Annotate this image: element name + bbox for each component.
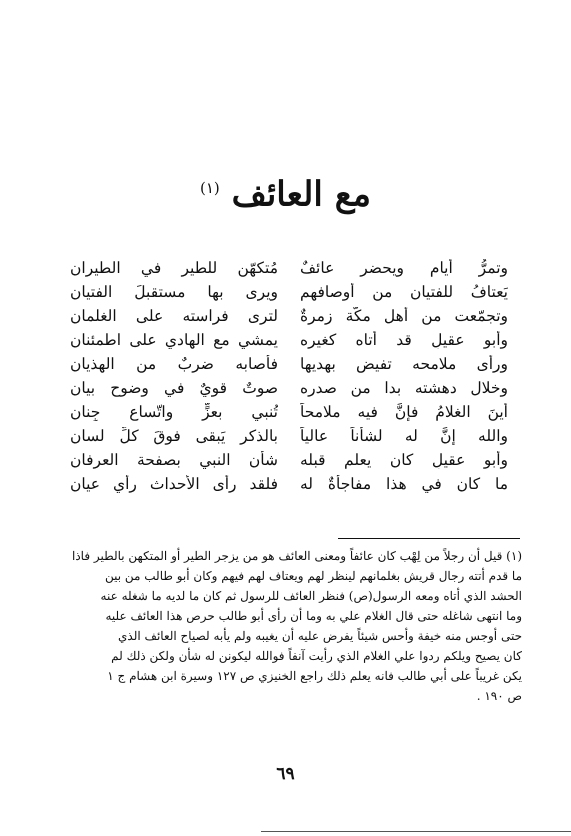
footnote-separator [338, 538, 520, 539]
footnote-line: (١) قيل أن رجلاً من لِهْب كان عائفاً ومعنى العائف هو من يزجر الطير أو المتكهن بالطير فاذا [71, 549, 522, 563]
footnote-line: يكن غريباً على أبي طالب فانه يعلم ذلك راجع الخنيزي ص ١٢٧ وسيرة ابن هشام ج ١ [107, 669, 522, 683]
page-number: ٦٩ [276, 764, 295, 784]
footnote-line: ص ١٩٠ . [476, 689, 522, 703]
verse-second-hemistich: شأن النبي بصفحة العرفان [70, 451, 278, 469]
title-footnote-marker: (١) [200, 179, 220, 197]
verse [70, 376, 508, 400]
verse-first-hemistich: يَعتافُ للفتيان من أوصافهم [300, 283, 508, 301]
poem [70, 256, 508, 496]
poem-title [0, 166, 571, 216]
verse-second-hemistich: مُتكهّن للطير في الطيران [70, 259, 278, 277]
footnote-line: حتى أوجس منه خيفة وأحس شيئاً يفرض عليه أن يغيبه ولم يأبه لصياح العائف الذي [118, 629, 522, 643]
verse [70, 424, 508, 448]
verse [70, 256, 508, 280]
verse-first-hemistich: أينَ الغلامُ فإنَّ فيه ملامحاً [300, 403, 508, 421]
footnote-line: كان يصيح ويلكم ردوا علي الغلام الذي رأيت آنفاً فوالله ليكونن له شأن ولكن ذلك لم [111, 649, 522, 663]
verse [70, 448, 508, 472]
verse-first-hemistich: وتمرُّ أيام ويحضر عائفٌ [300, 259, 508, 277]
footnote-line: الحشد الذي أتاه ومعه الرسول(ص) فنظر العائف للرسول ثم كان ما لديه ما شغله عنه [100, 589, 522, 603]
verse-second-hemistich: لترى فراسته على الغلمان [70, 307, 278, 325]
verse-second-hemistich: تُنبي بعزٍّ واتّساعِ جِنان [70, 403, 278, 421]
poem-title-text: مع العائف [231, 174, 371, 215]
verse [70, 400, 508, 424]
verse-first-hemistich: ورأى ملامحه تفيض بهديها [300, 355, 508, 373]
verse-first-hemistich: وخلال دهشته بدا من صدره [300, 379, 508, 397]
verse [70, 280, 508, 304]
verse [70, 328, 508, 352]
footnote [56, 546, 522, 706]
page-edge [261, 831, 571, 836]
verse [70, 472, 508, 496]
verse-first-hemistich: ما كان في هذا مفاجأةٌ له [300, 475, 508, 493]
verse-first-hemistich: وتجمّعت من أهل مكّة زمرةٌ [300, 307, 508, 325]
footnote-line: وما انتهى شاغله حتى قال الغلام علي به وما أن رأى أبو طالب حرص هذا العائف عليه [105, 609, 522, 623]
verse-first-hemistich: والله إنَّ له لشأناً عالياً [300, 427, 508, 445]
verse-second-hemistich: بالذكرِ يَبقى فوقَ كلِّ لسان [70, 427, 278, 445]
verse [70, 352, 508, 376]
verse-second-hemistich: صوتٌ قويٌ في وضوح بيان [70, 379, 278, 397]
footnote-line: ما قدم أتته رجال قريش بغلمانهم لينظر لهم ويعتاف لهم فيهم وكان أبو طالب من بين [104, 569, 522, 583]
verse-second-hemistich: فأصابه ضربٌ من الهذيان [70, 355, 278, 373]
verse-second-hemistich: ويرى بها مستقبلَ الفتيان [70, 283, 278, 301]
verse [70, 304, 508, 328]
verse-second-hemistich: فلقد رأى الأحداث رأي عيان [70, 475, 278, 493]
verse-first-hemistich: وأبو عقيلٍ كان يعلم قبله [300, 451, 508, 469]
verse-second-hemistich: يمشي مع الهادي على اطمئنان [70, 331, 278, 349]
verse-first-hemistich: وأبو عقيلٍ قد أتاه كغيره [300, 331, 508, 349]
